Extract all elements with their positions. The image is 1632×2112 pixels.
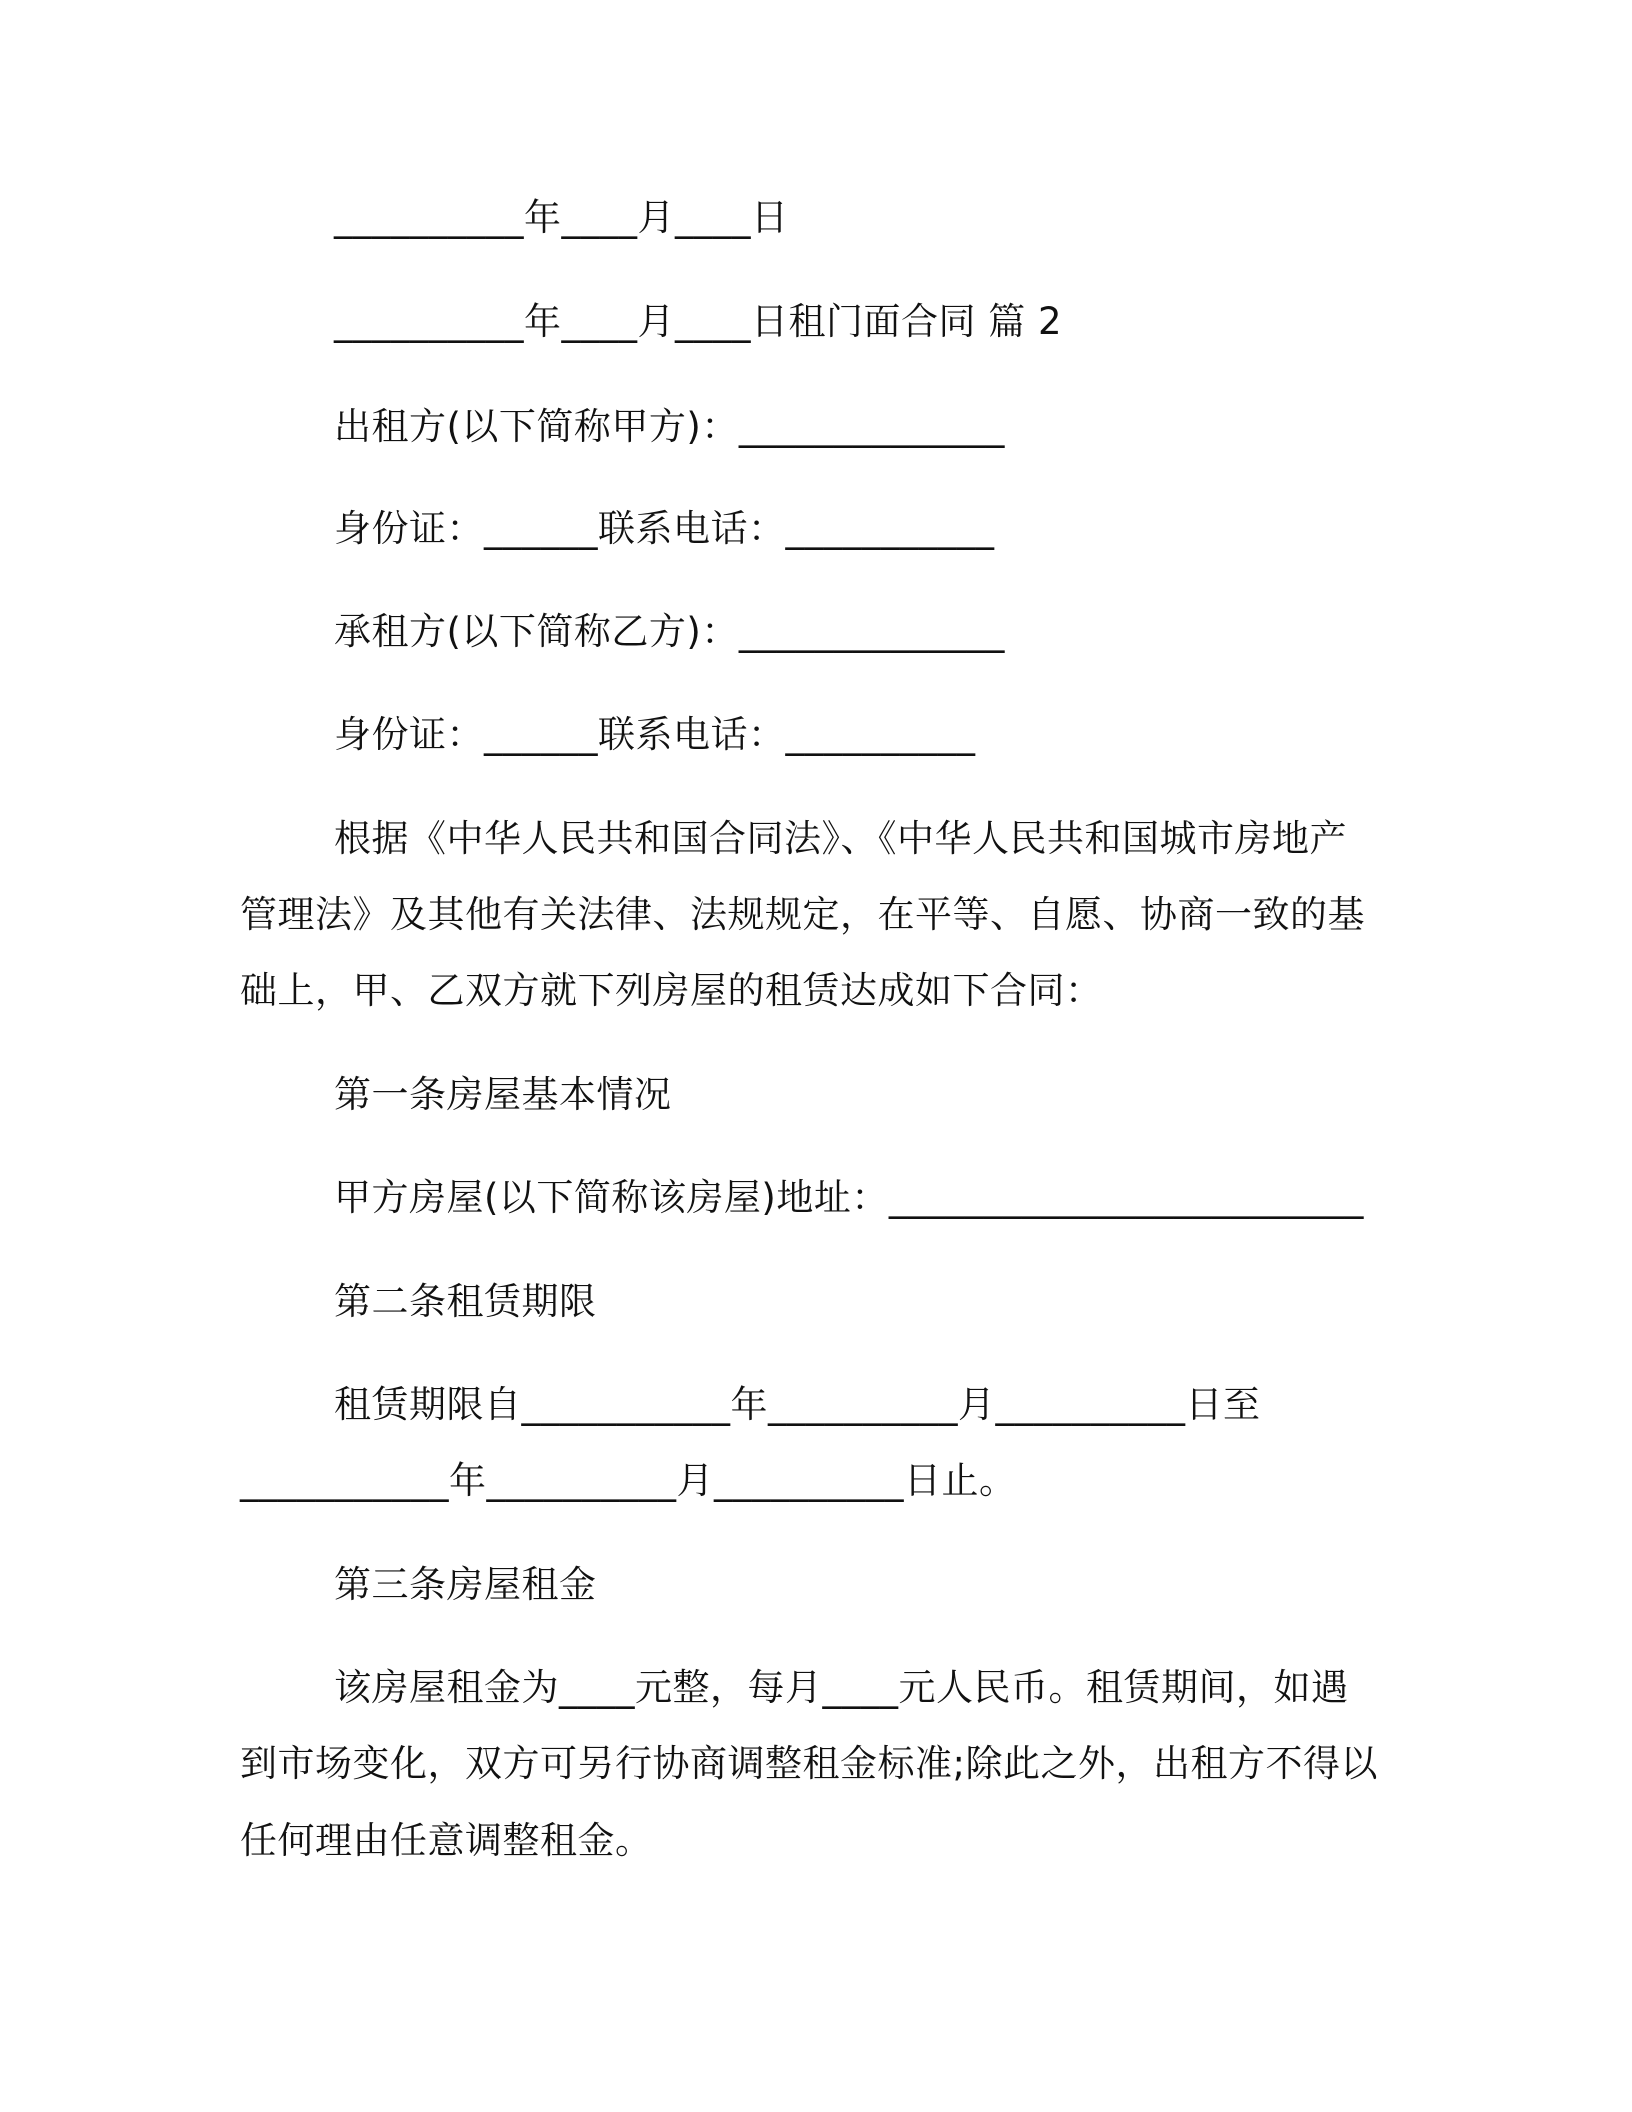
lease-term-line-1: 租赁期限自___________年__________月__________日至 [334,1383,1261,1426]
lessor-id-phone-line: 身份证：______联系电话：___________ [334,507,995,550]
preamble-line-2: 管理法》及其他有关法律、法规规定，在平等、自愿、协商一致的基 [240,893,1365,936]
rent-line-2: 到市场变化，双方可另行协商调整租金标准;除此之外，出租方不得以 [240,1742,1378,1785]
rent-line-3: 任何理由任意调整租金。 [240,1819,653,1862]
lessor-line: 出租方(以下简称甲方)：______________ [334,405,1005,448]
lessee-id-phone-line: 身份证：______联系电话：__________ [334,713,976,756]
article-2-heading: 第二条租赁期限 [334,1280,597,1323]
article-3-heading: 第三条房屋租金 [334,1563,597,1606]
preamble-line-3: 础上，甲、乙双方就下列房屋的租赁达成如下合同： [240,969,1103,1012]
contract-title-line: __________年____月____日租门面合同 篇 2 [334,300,1063,343]
date-line: __________年____月____日 [334,196,789,239]
property-address-line: 甲方房屋(以下简称该房屋)地址：_________________________ [334,1176,1364,1219]
preamble-line-1: 根据《中华人民共和国合同法》、《中华人民共和国城市房地产 [334,817,1347,860]
article-1-heading: 第一条房屋基本情况 [334,1073,672,1116]
lessee-line: 承租方(以下简称乙方)：______________ [334,610,1005,653]
lease-term-line-2: ___________年__________月__________日止。 [240,1459,1017,1502]
rent-line-1: 该房屋租金为____元整，每月____元人民币。租赁期间，如遇 [334,1666,1349,1709]
